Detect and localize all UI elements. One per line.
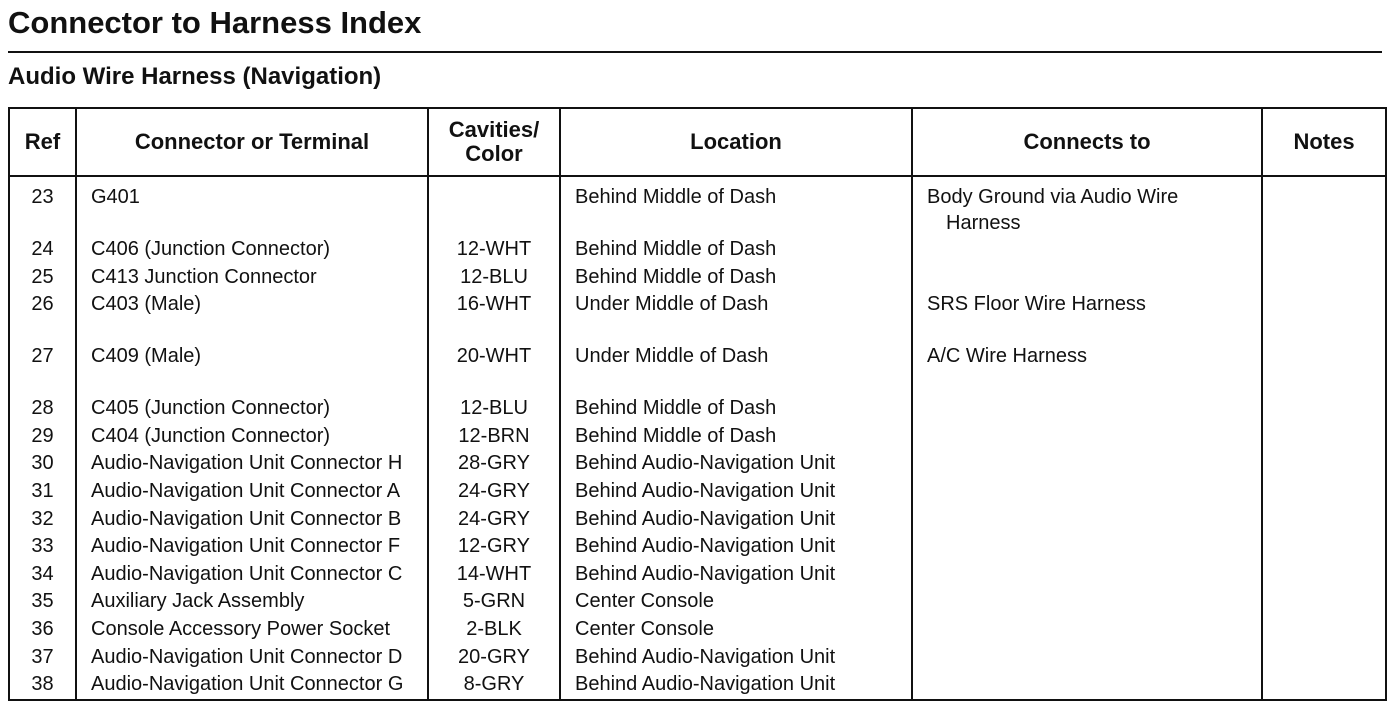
cell-connector: Audio-Navigation Unit Connector H [76,450,428,478]
cell-notes [1262,291,1386,343]
cell-notes [1262,588,1386,616]
table-row [9,176,1386,236]
cell-notes [1262,478,1386,506]
cell-connects-to [912,264,1262,292]
cell-ref: 24 [9,236,76,264]
cell-notes [1262,176,1386,236]
cell-connects-to [912,423,1262,451]
cell-notes [1262,236,1386,264]
cell-ref: 25 [9,264,76,292]
cell-connects-to [912,506,1262,534]
cell-location: Behind Audio-Navigation Unit [560,506,912,534]
cell-notes [1262,561,1386,589]
header-notes: Notes [1262,108,1386,176]
cell-ref: 26 [9,291,76,343]
cell-location: Under Middle of Dash [560,343,912,395]
cell-cavities: 14-WHT [428,561,560,589]
cell-cavities: 12-GRY [428,533,560,561]
cell-notes [1262,450,1386,478]
cell-connector: Audio-Navigation Unit Connector C [76,561,428,589]
cell-connector: C413 Junction Connector [76,264,428,292]
cell-connects-to [912,176,1262,236]
cell-location: Behind Middle of Dash [560,423,912,451]
cell-cavities: 24-GRY [428,506,560,534]
cell-cavities: 20-GRY [428,644,560,672]
cell-connects-to: SRS Floor Wire Harness [912,291,1262,343]
cell-cavities: 16-WHT [428,291,560,343]
cell-location: Behind Audio-Navigation Unit [560,478,912,506]
cell-location: Behind Middle of Dash [560,176,912,236]
cell-connects-to [912,236,1262,264]
cell-location: Center Console [560,616,912,644]
cell-connector: C406 (Junction Connector) [76,236,428,264]
cell-connects-to [912,561,1262,589]
cell-connects-to [912,588,1262,616]
cell-cavities: 2-BLK [428,616,560,644]
header-cavities-line2: Color [465,141,523,166]
cell-ref: 29 [9,423,76,451]
header-ref: Ref [9,108,76,176]
section-title: Audio Wire Harness (Navigation) [8,63,382,90]
cell-location: Behind Audio-Navigation Unit [560,561,912,589]
header-cavities-line1: Cavities/ [448,117,540,142]
table-row [9,423,1386,451]
connects-to-line: Body Ground via Audio Wire [927,186,1179,208]
cell-cavities: 12-BRN [428,423,560,451]
header-connects-to: Connects to [912,108,1262,176]
header-cavities [428,108,560,176]
cell-connects-to [912,450,1262,478]
table-row [9,478,1386,506]
cell-cavities: 20-WHT [428,343,560,395]
cell-ref: 31 [9,478,76,506]
cell-location: Behind Audio-Navigation Unit [560,450,912,478]
cell-notes [1262,644,1386,672]
cell-cavities: 28-GRY [428,450,560,478]
cell-connects-to [912,644,1262,672]
cell-ref: 36 [9,616,76,644]
cell-cavities: 24-GRY [428,478,560,506]
title-divider [8,51,1382,53]
table-row [9,236,1386,264]
cell-connector: C403 (Male) [76,291,428,343]
table-header-row [9,108,1386,176]
cell-cavities [428,176,560,236]
cell-connector: C405 (Junction Connector) [76,395,428,423]
table-row [9,644,1386,672]
table-row [9,533,1386,561]
cell-connector: G401 [76,176,428,236]
connector-index-table [8,107,1387,701]
cell-cavities: 12-BLU [428,395,560,423]
cell-connector: C409 (Male) [76,343,428,395]
cell-ref: 34 [9,561,76,589]
table-row [9,395,1386,423]
table-body [9,176,1386,700]
cell-notes [1262,395,1386,423]
cell-location: Behind Middle of Dash [560,264,912,292]
table-row [9,450,1386,478]
cell-connects-to [912,671,1262,700]
cell-connector: C404 (Junction Connector) [76,423,428,451]
cell-ref: 32 [9,506,76,534]
cell-ref: 23 [9,176,76,236]
cell-ref: 33 [9,533,76,561]
cell-notes [1262,533,1386,561]
cell-cavities: 5-GRN [428,588,560,616]
cell-location: Behind Middle of Dash [560,395,912,423]
cell-ref: 28 [9,395,76,423]
cell-connector: Audio-Navigation Unit Connector B [76,506,428,534]
cell-location: Behind Audio-Navigation Unit [560,644,912,672]
cell-notes [1262,343,1386,395]
cell-connects-to [912,616,1262,644]
cell-notes [1262,616,1386,644]
cell-location: Behind Audio-Navigation Unit [560,671,912,700]
cell-location: Center Console [560,588,912,616]
header-location: Location [560,108,912,176]
cell-notes [1262,423,1386,451]
table-row [9,616,1386,644]
table-row [9,561,1386,589]
cell-connector: Audio-Navigation Unit Connector A [76,478,428,506]
cell-ref: 27 [9,343,76,395]
cell-ref: 38 [9,671,76,700]
cell-ref: 30 [9,450,76,478]
cell-connects-to [912,395,1262,423]
cell-cavities: 8-GRY [428,671,560,700]
cell-notes [1262,671,1386,700]
cell-location: Behind Audio-Navigation Unit [560,533,912,561]
cell-location: Under Middle of Dash [560,291,912,343]
cell-notes [1262,264,1386,292]
table-row [9,264,1386,292]
page-title: Connector to Harness Index [8,5,422,40]
cell-connector: Audio-Navigation Unit Connector G [76,671,428,700]
header-connector: Connector or Terminal [76,108,428,176]
cell-cavities: 12-WHT [428,236,560,264]
table-row [9,506,1386,534]
cell-connects-to: A/C Wire Harness [912,343,1262,395]
table-row [9,291,1386,343]
table-row [9,343,1386,395]
cell-ref: 35 [9,588,76,616]
cell-notes [1262,506,1386,534]
cell-connector: Auxiliary Jack Assembly [76,588,428,616]
cell-connector: Audio-Navigation Unit Connector D [76,644,428,672]
cell-location: Behind Middle of Dash [560,236,912,264]
table-row [9,671,1386,700]
cell-cavities: 12-BLU [428,264,560,292]
cell-connector: Audio-Navigation Unit Connector F [76,533,428,561]
cell-connects-to [912,478,1262,506]
cell-connector: Console Accessory Power Socket [76,616,428,644]
cell-ref: 37 [9,644,76,672]
table-row [9,588,1386,616]
connects-to-continuation: Harness [946,212,1021,234]
cell-connects-to [912,533,1262,561]
